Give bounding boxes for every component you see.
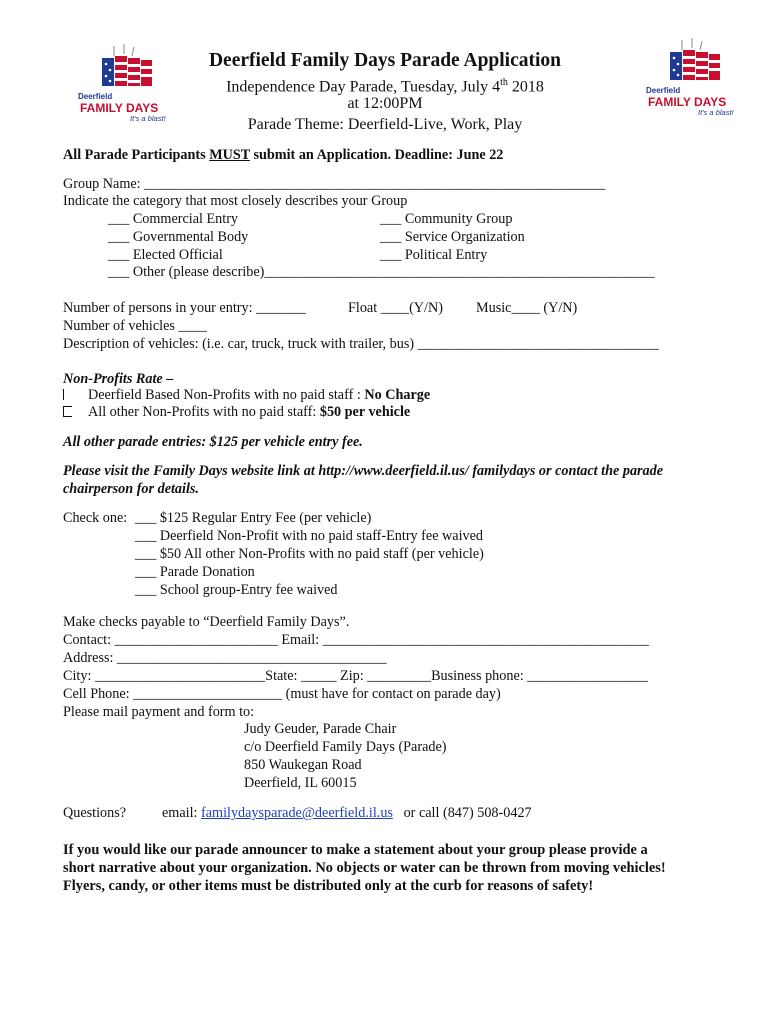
- group-name-field[interactable]: Group Name: _________________________________________________________________: [63, 176, 606, 192]
- category-other[interactable]: ___ Other (please describe)_______________________________________________________: [108, 264, 655, 280]
- persons-field[interactable]: Number of persons in your entry: _______: [63, 300, 306, 316]
- address-field[interactable]: Address: ______________________________________: [63, 650, 387, 666]
- music-field[interactable]: Music____ (Y/N): [476, 300, 578, 316]
- logo-name: FAMILY DAYS: [80, 101, 159, 115]
- email-label: email:: [162, 805, 202, 821]
- fee-option-school[interactable]: ___ School group-Entry fee waived: [135, 582, 338, 598]
- nonprofit-item-deerfield: [63, 387, 430, 405]
- nonprofit-item2-text: All other Non-Profits with no paid staff:: [88, 404, 320, 420]
- email-link[interactable]: familydaysparade@deerfield.il.us: [201, 805, 393, 821]
- notice-must: MUST: [209, 147, 250, 163]
- logo-name: FAMILY DAYS: [648, 95, 727, 109]
- page-title: Deerfield Family Days Parade Application: [208, 50, 562, 71]
- other-entries-fee: All other parade entries: $125 per vehicle entry fee.: [63, 434, 363, 450]
- logo-tagline: It's a blast!: [130, 114, 166, 123]
- mail-care-of: c/o Deerfield Family Days (Parade): [244, 739, 447, 755]
- closing-line2: short narrative about your organization. No objects or water can be thrown from moving vehicles!: [63, 860, 666, 876]
- closing-line3: Flyers, candy, or other items must be distributed only at the curb for reasons of safety!: [63, 878, 594, 894]
- category-community-group[interactable]: ___ Community Group: [380, 211, 513, 227]
- fee-option-regular[interactable]: ___ $125 Regular Entry Fee (per vehicle): [135, 510, 372, 526]
- parade-date-text: Independence Day Parade, Tuesday, July 4: [226, 78, 501, 96]
- closing-line1: If you would like our parade announcer to make a statement about your group please provide a: [63, 842, 648, 858]
- parade-year: 2018: [507, 78, 544, 96]
- checks-payable: Make checks payable to “Deerfield Family Days”.: [63, 614, 350, 630]
- questions-label: Questions?: [63, 805, 127, 821]
- mail-prompt: Please mail payment and form to:: [63, 704, 255, 720]
- fee-option-donation[interactable]: ___ Parade Donation: [135, 564, 255, 580]
- category-prompt: Indicate the category that most closely describes your Group: [63, 193, 408, 209]
- category-governmental-body[interactable]: ___ Governmental Body: [108, 229, 249, 245]
- parade-theme: Parade Theme: Deerfield-Live, Work, Play: [247, 116, 523, 133]
- mail-street: 850 Waukegan Road: [244, 757, 362, 773]
- nonprofit-heading: Non-Profits Rate –: [63, 371, 174, 387]
- category-service-organization[interactable]: ___ Service Organization: [380, 229, 525, 245]
- vehicles-field[interactable]: Number of vehicles ____: [63, 318, 207, 334]
- parade-time: at 12:00PM: [347, 95, 423, 112]
- city-state-zip-field[interactable]: City: ________________________State: _____ Zip: _________Business phone: _________________: [63, 668, 648, 684]
- mail-city: Deerfield, IL 60015: [244, 775, 357, 791]
- date-ordinal: th: [500, 77, 508, 88]
- category-political-entry[interactable]: ___ Political Entry: [380, 247, 488, 263]
- phone-text: or call (847) 508-0427: [392, 805, 532, 821]
- mail-name: Judy Geuder, Parade Chair: [244, 721, 397, 737]
- contact-email-field[interactable]: Contact: _______________________ Email: ______________________________________________: [63, 632, 650, 648]
- website-notice-line2: chairperson for details.: [63, 481, 199, 497]
- check-one-label: Check one:: [63, 510, 128, 526]
- fee-option-deerfield-nonprofit[interactable]: ___ Deerfield Non-Profit with no paid staff-Entry fee waived: [135, 528, 484, 544]
- logo-town: Deerfield: [78, 92, 113, 101]
- nonprofit-item1-rate: No Charge: [364, 387, 431, 403]
- category-commercial-entry[interactable]: ___ Commercial Entry: [108, 211, 239, 227]
- nonprofit-item1-text: Deerfield Based Non-Profits with no paid staff :: [88, 387, 365, 403]
- notice-post: submit an Application. Deadline: June 22: [249, 147, 504, 163]
- nonprofit-item-other: [63, 404, 410, 422]
- logo-tagline: It's a blast!: [698, 108, 734, 117]
- questions-contact: [162, 805, 532, 823]
- nonprofit-item2-rate: $50 per vehicle: [319, 404, 411, 420]
- submission-notice: [63, 147, 503, 165]
- website-notice-line1: Please visit the Family Days website link at http://www.deerfield.il.us/ familydays or contact the parade: [63, 463, 664, 479]
- notice-pre: All Parade Participants: [63, 147, 210, 163]
- category-elected-official[interactable]: ___ Elected Official: [108, 247, 223, 263]
- fee-option-other-nonprofit[interactable]: ___ $50 All other Non-Profits with no paid staff (per vehicle): [135, 546, 484, 562]
- checkbox-icon[interactable]: [63, 389, 65, 400]
- logo-town: Deerfield: [646, 86, 681, 95]
- vehicle-description-field[interactable]: Description of vehicles: (i.e. car, truck, truck with trailer, bus) __________________________________: [63, 336, 659, 352]
- float-field[interactable]: Float ____(Y/N): [348, 300, 443, 316]
- cell-phone-field[interactable]: Cell Phone: _____________________ (must have for contact on parade day): [63, 686, 501, 702]
- checkbox-icon[interactable]: [63, 406, 72, 417]
